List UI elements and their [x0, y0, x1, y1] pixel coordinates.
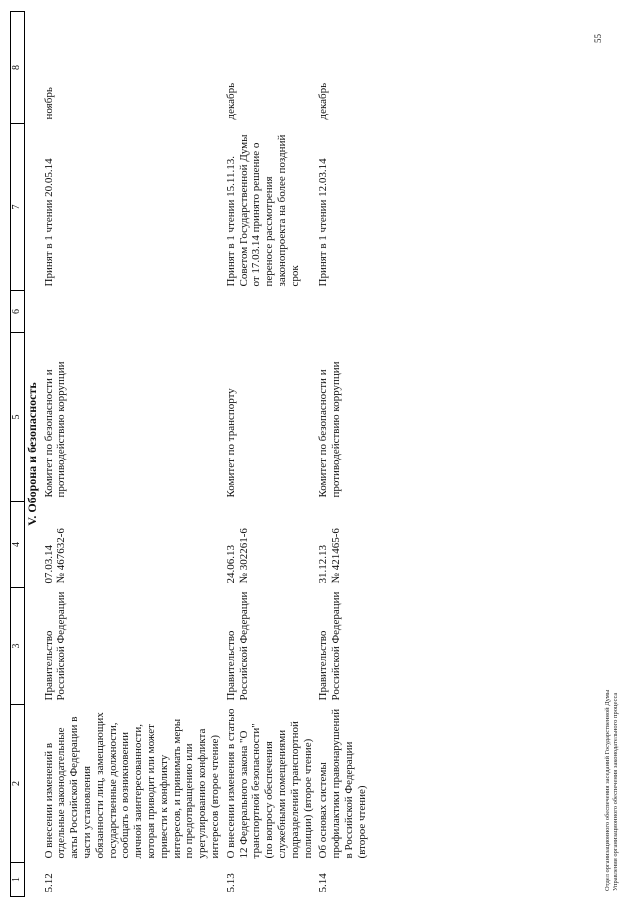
planned-month: декабрь: [317, 82, 330, 120]
initiator: Правительство Российской Федерации: [224, 591, 250, 701]
column-6-cell: [40, 291, 222, 333]
registration: [40, 502, 222, 588]
registration-date: 07.03.14: [42, 545, 55, 584]
responsible-committee: Комитет по безопасности и противодействию коррупции: [317, 361, 343, 498]
col-header: 8: [11, 12, 25, 124]
footer: [604, 690, 620, 891]
row-number: 5.14: [317, 873, 330, 893]
table-row: [40, 12, 222, 897]
page-number: 55: [593, 34, 603, 43]
bill-status: Принят в 1 чтении 20.05.14: [42, 158, 55, 287]
table-row: [314, 12, 368, 897]
planned-month: ноябрь: [42, 87, 55, 120]
section-title: V. Оборона и безопасность: [24, 382, 39, 526]
column-number-row: [11, 12, 25, 897]
bill-status: Принят в 1 чтении 15.11.13. Советом Государственной Думы от 17.03.14 принято решение о переносе рассмотрения законопроекта на более поздний срок: [224, 134, 301, 287]
registration-date: 31.12.13: [317, 545, 330, 584]
initiator: Правительство Российской Федерации: [42, 591, 68, 701]
bill-title: О внесении изменения в статью 12 Федерального закона "О транспортной безопасности" (по вопросу обеспечения служебными помещениями подразделений транспортной полиции) (второе чтение): [224, 708, 314, 859]
col-header: 3: [11, 588, 25, 705]
bill-number: № 421465-6: [330, 528, 343, 584]
planned-month: декабрь: [224, 82, 237, 120]
legislation-table: [10, 11, 369, 897]
table-row: [222, 12, 315, 897]
registration: [222, 502, 315, 588]
row-number: 5.12: [42, 873, 55, 893]
initiator: Правительство Российской Федерации: [317, 591, 343, 701]
col-header: 4: [11, 502, 25, 588]
col-header: 6: [11, 291, 25, 333]
col-header: 1: [11, 863, 25, 897]
bill-number: № 302261-6: [237, 528, 250, 584]
registration-date: 24.06.13: [224, 545, 237, 584]
bill-status: Принят в 1 чтении 12.03.14: [317, 158, 330, 287]
bill-number: № 467632-6: [55, 528, 68, 584]
bill-title: О внесении изменений в отдельные законодательные акты Российской Федерации в части установления обязанности лиц, замещающих государственные должности, сообщать о возникновении личной заинтересованности, которая приводит или может привести к конфликту интересов, и принимать меры по предотвращению или урегулированию конфликта интересов (второе чтение): [42, 712, 221, 859]
registration: [314, 502, 368, 588]
bill-title: Об основах системы профилактики правонарушений в Российской Федерации (второе чтение): [317, 708, 368, 859]
footer-line: Отдел организационного обеспечения заседаний Государственной Думы: [604, 689, 611, 891]
column-6-cell: [222, 291, 315, 333]
col-header: 2: [11, 705, 25, 863]
col-header: 5: [11, 333, 25, 502]
footer-line: Управления организационного обеспечения законодательного процесса: [612, 692, 619, 891]
column-6-cell: [314, 291, 368, 333]
col-header: 7: [11, 124, 25, 291]
row-number: 5.13: [224, 873, 237, 893]
responsible-committee: Комитет по транспорту: [224, 388, 237, 498]
responsible-committee: Комитет по безопасности и противодействию коррупции: [42, 361, 68, 498]
